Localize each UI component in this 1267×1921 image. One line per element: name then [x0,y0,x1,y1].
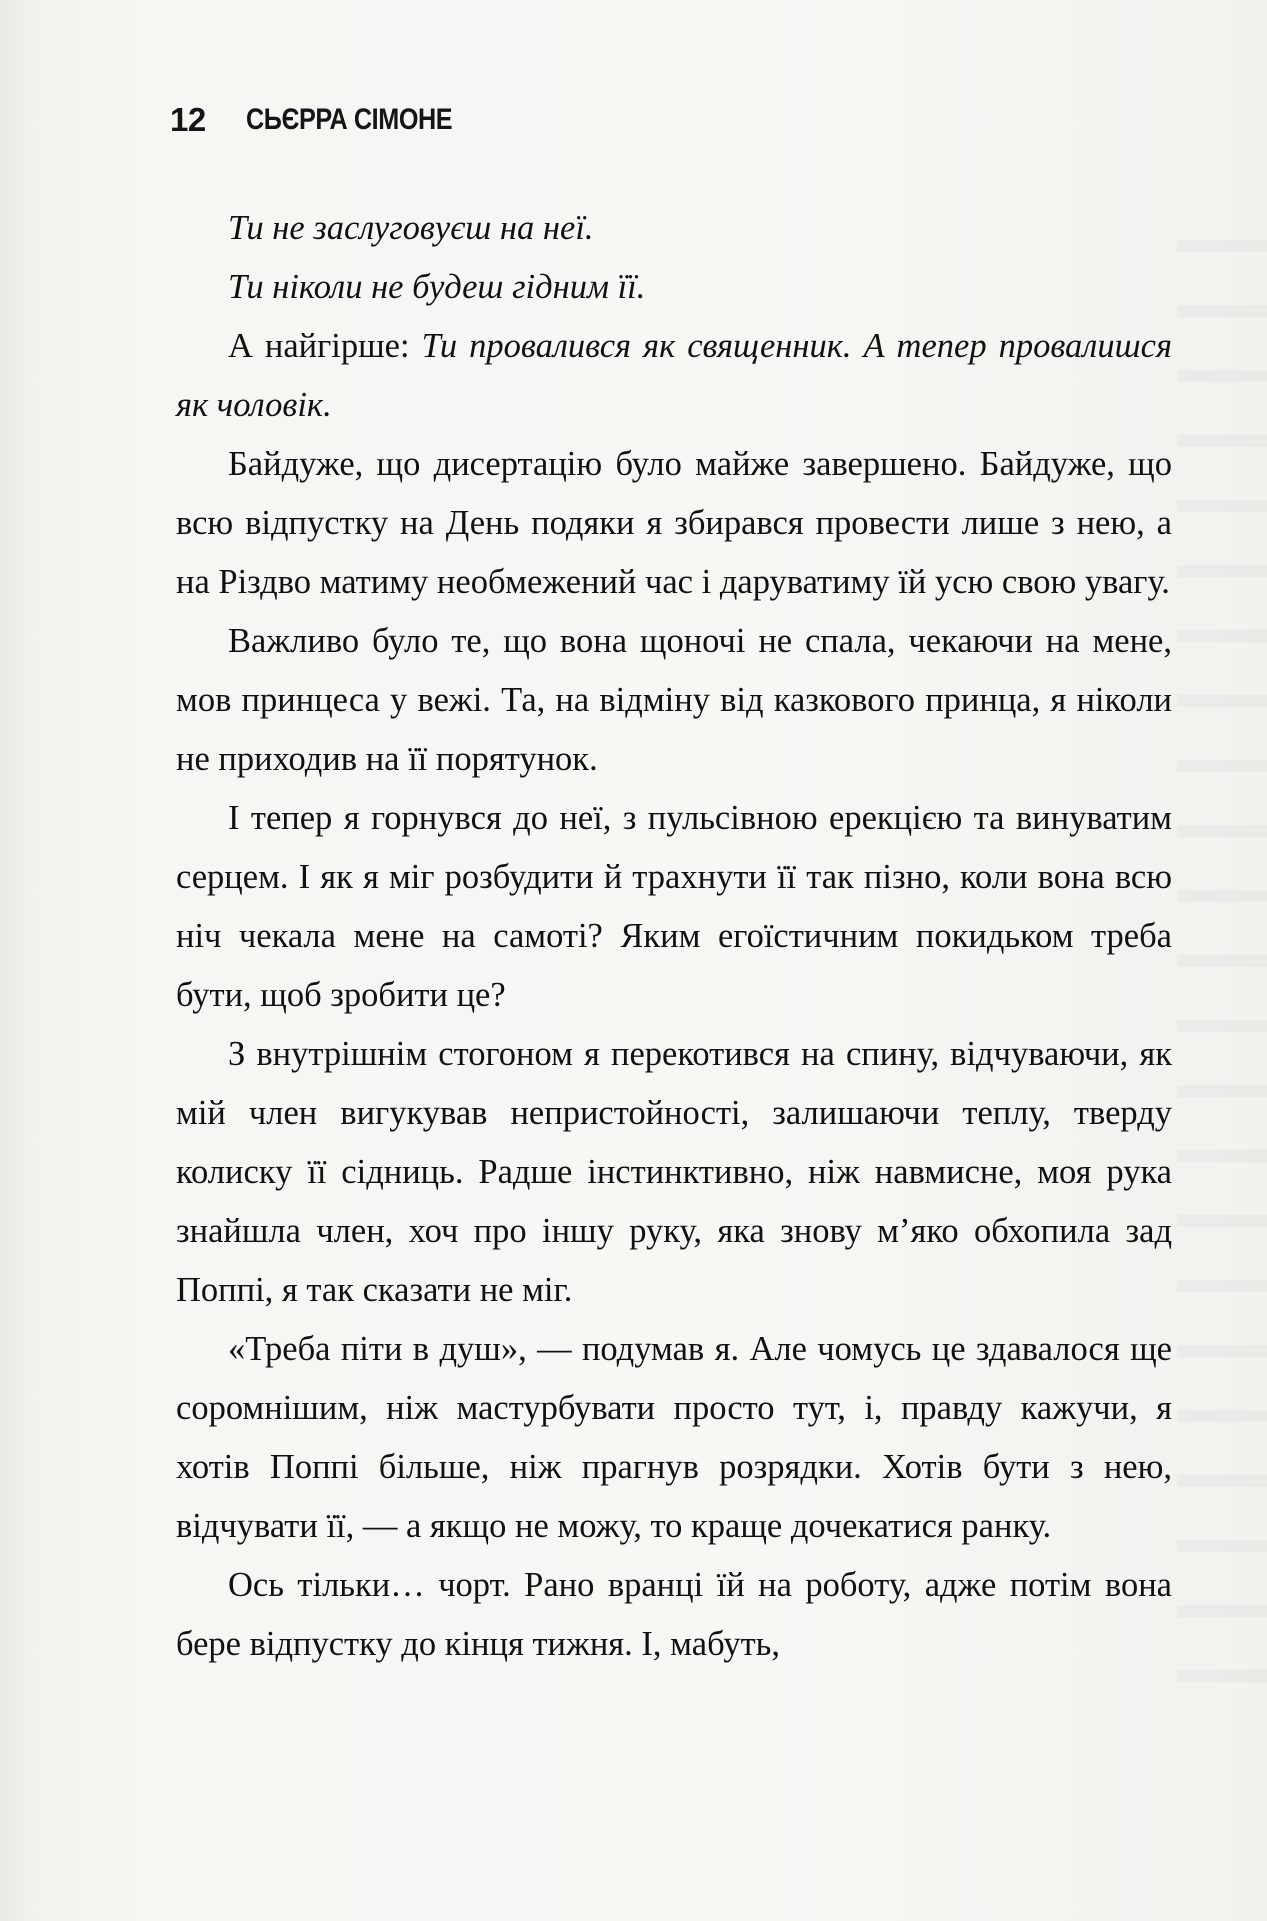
paragraph: «Треба піти в душ», — подумав я. Але чомусь це здавалося ще соромнішим, ніж мастурбувати просто тут, і, правду кажучи, я хотів Поппі більше, ніж прагнув розрядки. Хотів бути з нею, відчувати її, — а якщо не можу, то краще дочекатися ранку. [176,1330,1172,1545]
paragraph: Ось тільки… чорт. Рано вранці їй на роботу, адже потім вона бере відпустку до кінця тижня. І, мабуть, [176,1566,1172,1663]
body-text [176,199,1172,1674]
paragraph: З внутрішнім стогоном я перекотився на спину, відчуваючи, як мій член вигукував непристойності, залишаючи теплу, тверду колиску її сідниць. Радше інстинктивно, ніж навмисне, моя рука знайшла член, хоч про іншу руку, яка знову м’яко обхопила зад Поппі, я так сказати не міг. [176,1035,1172,1309]
paragraph-worst-thought: А найгірше: Ти провалився як священник. А тепер провалишся як чоловік. [176,327,1172,424]
paragraph-italic-thought-1: Ти не заслуговуєш на неї. [228,209,594,247]
paragraph: Байдуже, що дисертацію було майже завершено. Байдуже, що всю відпустку на День подяки я збирався провести лише з нею, а на Різдво матиму необмежений час і даруватиму їй усю свою увагу. [176,445,1172,601]
paragraph: І тепер я горнувся до неї, з пульсівною ерекцією та винуватим серцем. І як я міг розбудити й трахнути її так пізно, коли вона всю ніч чекала мене на самоті? Яким егоїстичним покидьком треба бути, щоб зробити це? [176,799,1172,1014]
facing-page-show-through [1177,200,1267,1700]
page-number: 12 [170,101,206,138]
running-head-author: СЬЄРРА СІМОНЕ [245,103,452,136]
paragraph-italic-thought-2: Ти ніколи не будеш гідним її. [228,268,646,306]
page-header [170,98,491,142]
paragraph: Важливо було те, що вона щоночі не спала, чекаючи на мене, мов принцеса у вежі. Та, на відміну від казкового принца, я ніколи не приходив на її порятунок. [176,622,1172,778]
